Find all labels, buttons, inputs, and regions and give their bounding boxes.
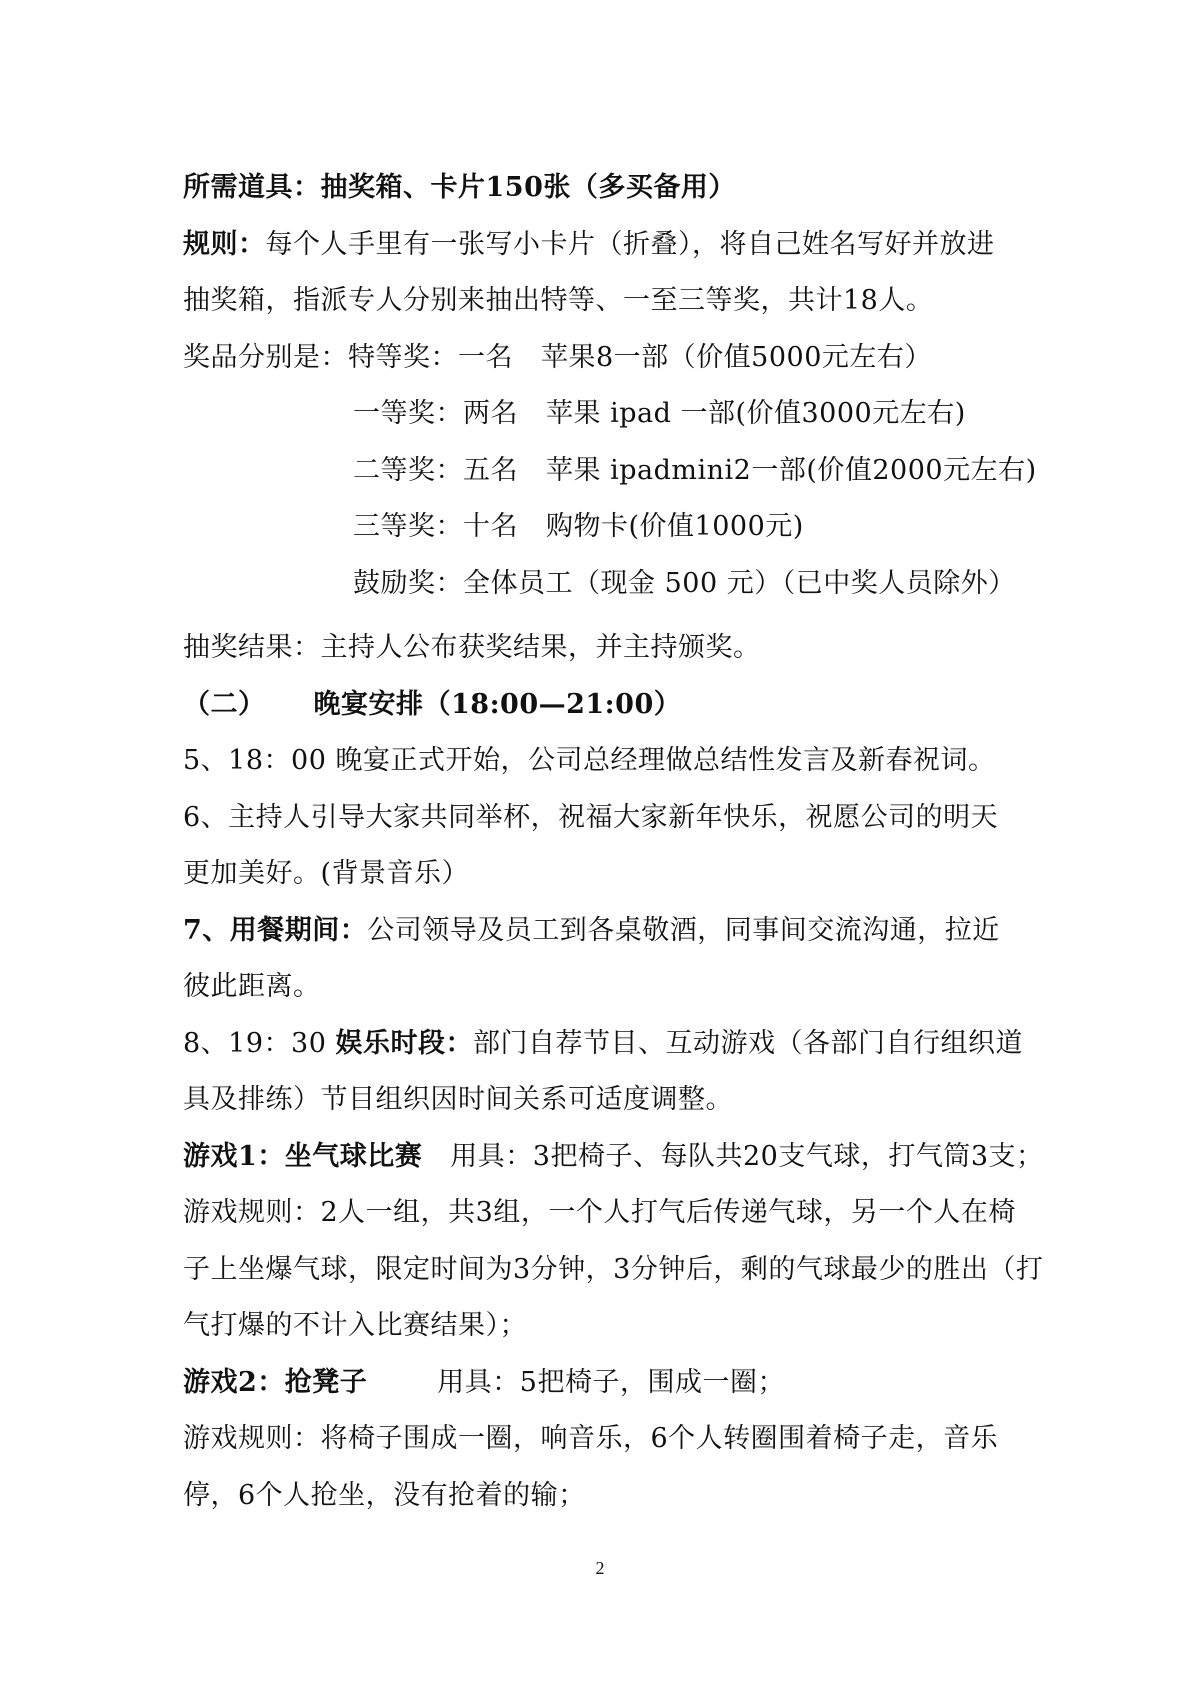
game-1-rule-text-2: 子上坐爆气球，限定时间为3分钟，3分钟后，剩的气球最少的胜出（打 — [183, 1253, 1044, 1285]
prize-row-second — [183, 443, 1037, 500]
rules-label: 规则： — [183, 228, 266, 260]
draw-result-text: 抽奖结果：主持人公布获奖结果，并主持颁奖。 — [183, 632, 761, 663]
item-8-line-2 — [183, 1072, 1033, 1129]
section-heading — [183, 677, 1033, 734]
prize-row-third — [183, 499, 1033, 556]
prize-level: 三等奖： — [353, 511, 463, 542]
game-2-tools: 用具：5把椅子，围成一圈； — [437, 1366, 785, 1398]
prize-level: 二等奖： — [353, 454, 463, 486]
game-1-rule-text-1: 游戏规则：2人一组，共3组，一个人打气后传递气球，另一个人在椅 — [183, 1197, 1016, 1228]
prize-desc: 苹果 ipad 一部(价值3000元左右) — [546, 398, 966, 429]
game-1-rule-3 — [183, 1298, 1033, 1355]
item-7-line-2 — [183, 959, 1033, 1016]
rules-text-2: 抽奖箱，指派专人分别来抽出特等、一至三等奖，共计18人。 — [183, 285, 934, 316]
item-6-line-1 — [183, 790, 1033, 847]
item-6-text-2: 更加美好。(背景音乐） — [183, 858, 470, 889]
game-1-rule-text-3: 气打爆的不计入比赛结果）； — [183, 1310, 527, 1341]
prize-count: 十名 — [463, 511, 518, 542]
game-1-label: 游戏1：坐气球比赛 — [183, 1140, 423, 1172]
prize-desc: 苹果 ipadmini2一部(价值2000元左右) — [546, 454, 1037, 486]
props-text: 抽奖箱、卡片150张（多买备用） — [320, 172, 736, 203]
prize-count: 一名 — [458, 341, 513, 373]
prize-desc: 购物卡(价值1000元) — [546, 511, 804, 542]
props-line — [183, 160, 1033, 217]
rules-text-1: 每个人手里有一张写小卡片（折叠），将自己姓名写好并放进 — [265, 228, 995, 260]
prize-desc: 苹果8一部（价值5000元左右） — [541, 341, 932, 373]
item-8-text-2: 具及排练）节目组织因时间关系可适度调整。 — [183, 1084, 733, 1115]
rules-line-1 — [183, 217, 1033, 274]
game-2-label: 游戏2：抢凳子 — [183, 1366, 368, 1398]
prize-row-first — [183, 386, 1033, 443]
item-7-label: 7、用餐期间： — [183, 914, 368, 946]
item-8-prefix: 8、19：30 — [183, 1027, 336, 1059]
draw-result-line — [183, 620, 1033, 677]
section-title: 晚宴安排（18:00—21:00） — [313, 688, 682, 720]
prize-count: 五名 — [463, 454, 518, 486]
item-7-text: 公司领导及员工到各桌敬酒，同事间交流沟通，拉近 — [367, 914, 1000, 946]
game-1-rule-2 — [183, 1242, 1044, 1299]
item-6-text-1: 6、主持人引导大家共同举杯，祝福大家新年快乐，祝愿公司的明天 — [183, 801, 999, 833]
prize-row-encourage — [183, 556, 1033, 613]
item-5 — [183, 733, 1033, 790]
prize-row-special — [183, 330, 1033, 387]
prizes-intro: 奖品分别是： — [183, 341, 348, 373]
game-2-rule-text-1: 游戏规则：将椅子围成一圈，响音乐，6个人转圈围着椅子走，音乐 — [183, 1423, 999, 1454]
page-number: 2 — [595, 1558, 605, 1578]
item-5-text: 5、18：00 晚宴正式开始，公司总经理做总结性发言及新春祝词。 — [183, 745, 996, 776]
section-number: （二） — [183, 688, 266, 720]
prize-count: 两名 — [463, 398, 518, 429]
item-8-text: 部门自荐节目、互动游戏（各部门自行组织道 — [472, 1027, 1023, 1059]
game-1-tools: 用具：3把椅子、每队共20支气球，打气筒3支； — [450, 1140, 1044, 1172]
props-label: 所需道具： — [183, 172, 321, 203]
game-2-rule-2 — [183, 1468, 1033, 1525]
item-8-label: 娱乐时段： — [335, 1027, 473, 1059]
game-1-header — [183, 1129, 1044, 1186]
game-2-rule-1 — [183, 1411, 1033, 1468]
item-8-line-1 — [183, 1016, 1033, 1073]
prize-level: 一等奖： — [353, 398, 463, 429]
game-2-header — [183, 1355, 1033, 1412]
document-body — [183, 160, 1044, 1524]
prize-level: 鼓励奖： — [353, 567, 463, 599]
prize-level: 特等奖： — [348, 341, 458, 373]
rules-line-2 — [183, 273, 1033, 330]
game-2-rule-text-2: 停，6个人抢坐，没有抢着的输； — [183, 1479, 586, 1511]
prize-desc: 全体员工（现金 500 元）（已中奖人员除外） — [463, 567, 1016, 599]
item-6-line-2 — [183, 846, 1033, 903]
game-1-rule-1 — [183, 1185, 1033, 1242]
item-7-text-2: 彼此距离。 — [183, 971, 321, 1002]
item-7-line-1 — [183, 903, 1033, 960]
